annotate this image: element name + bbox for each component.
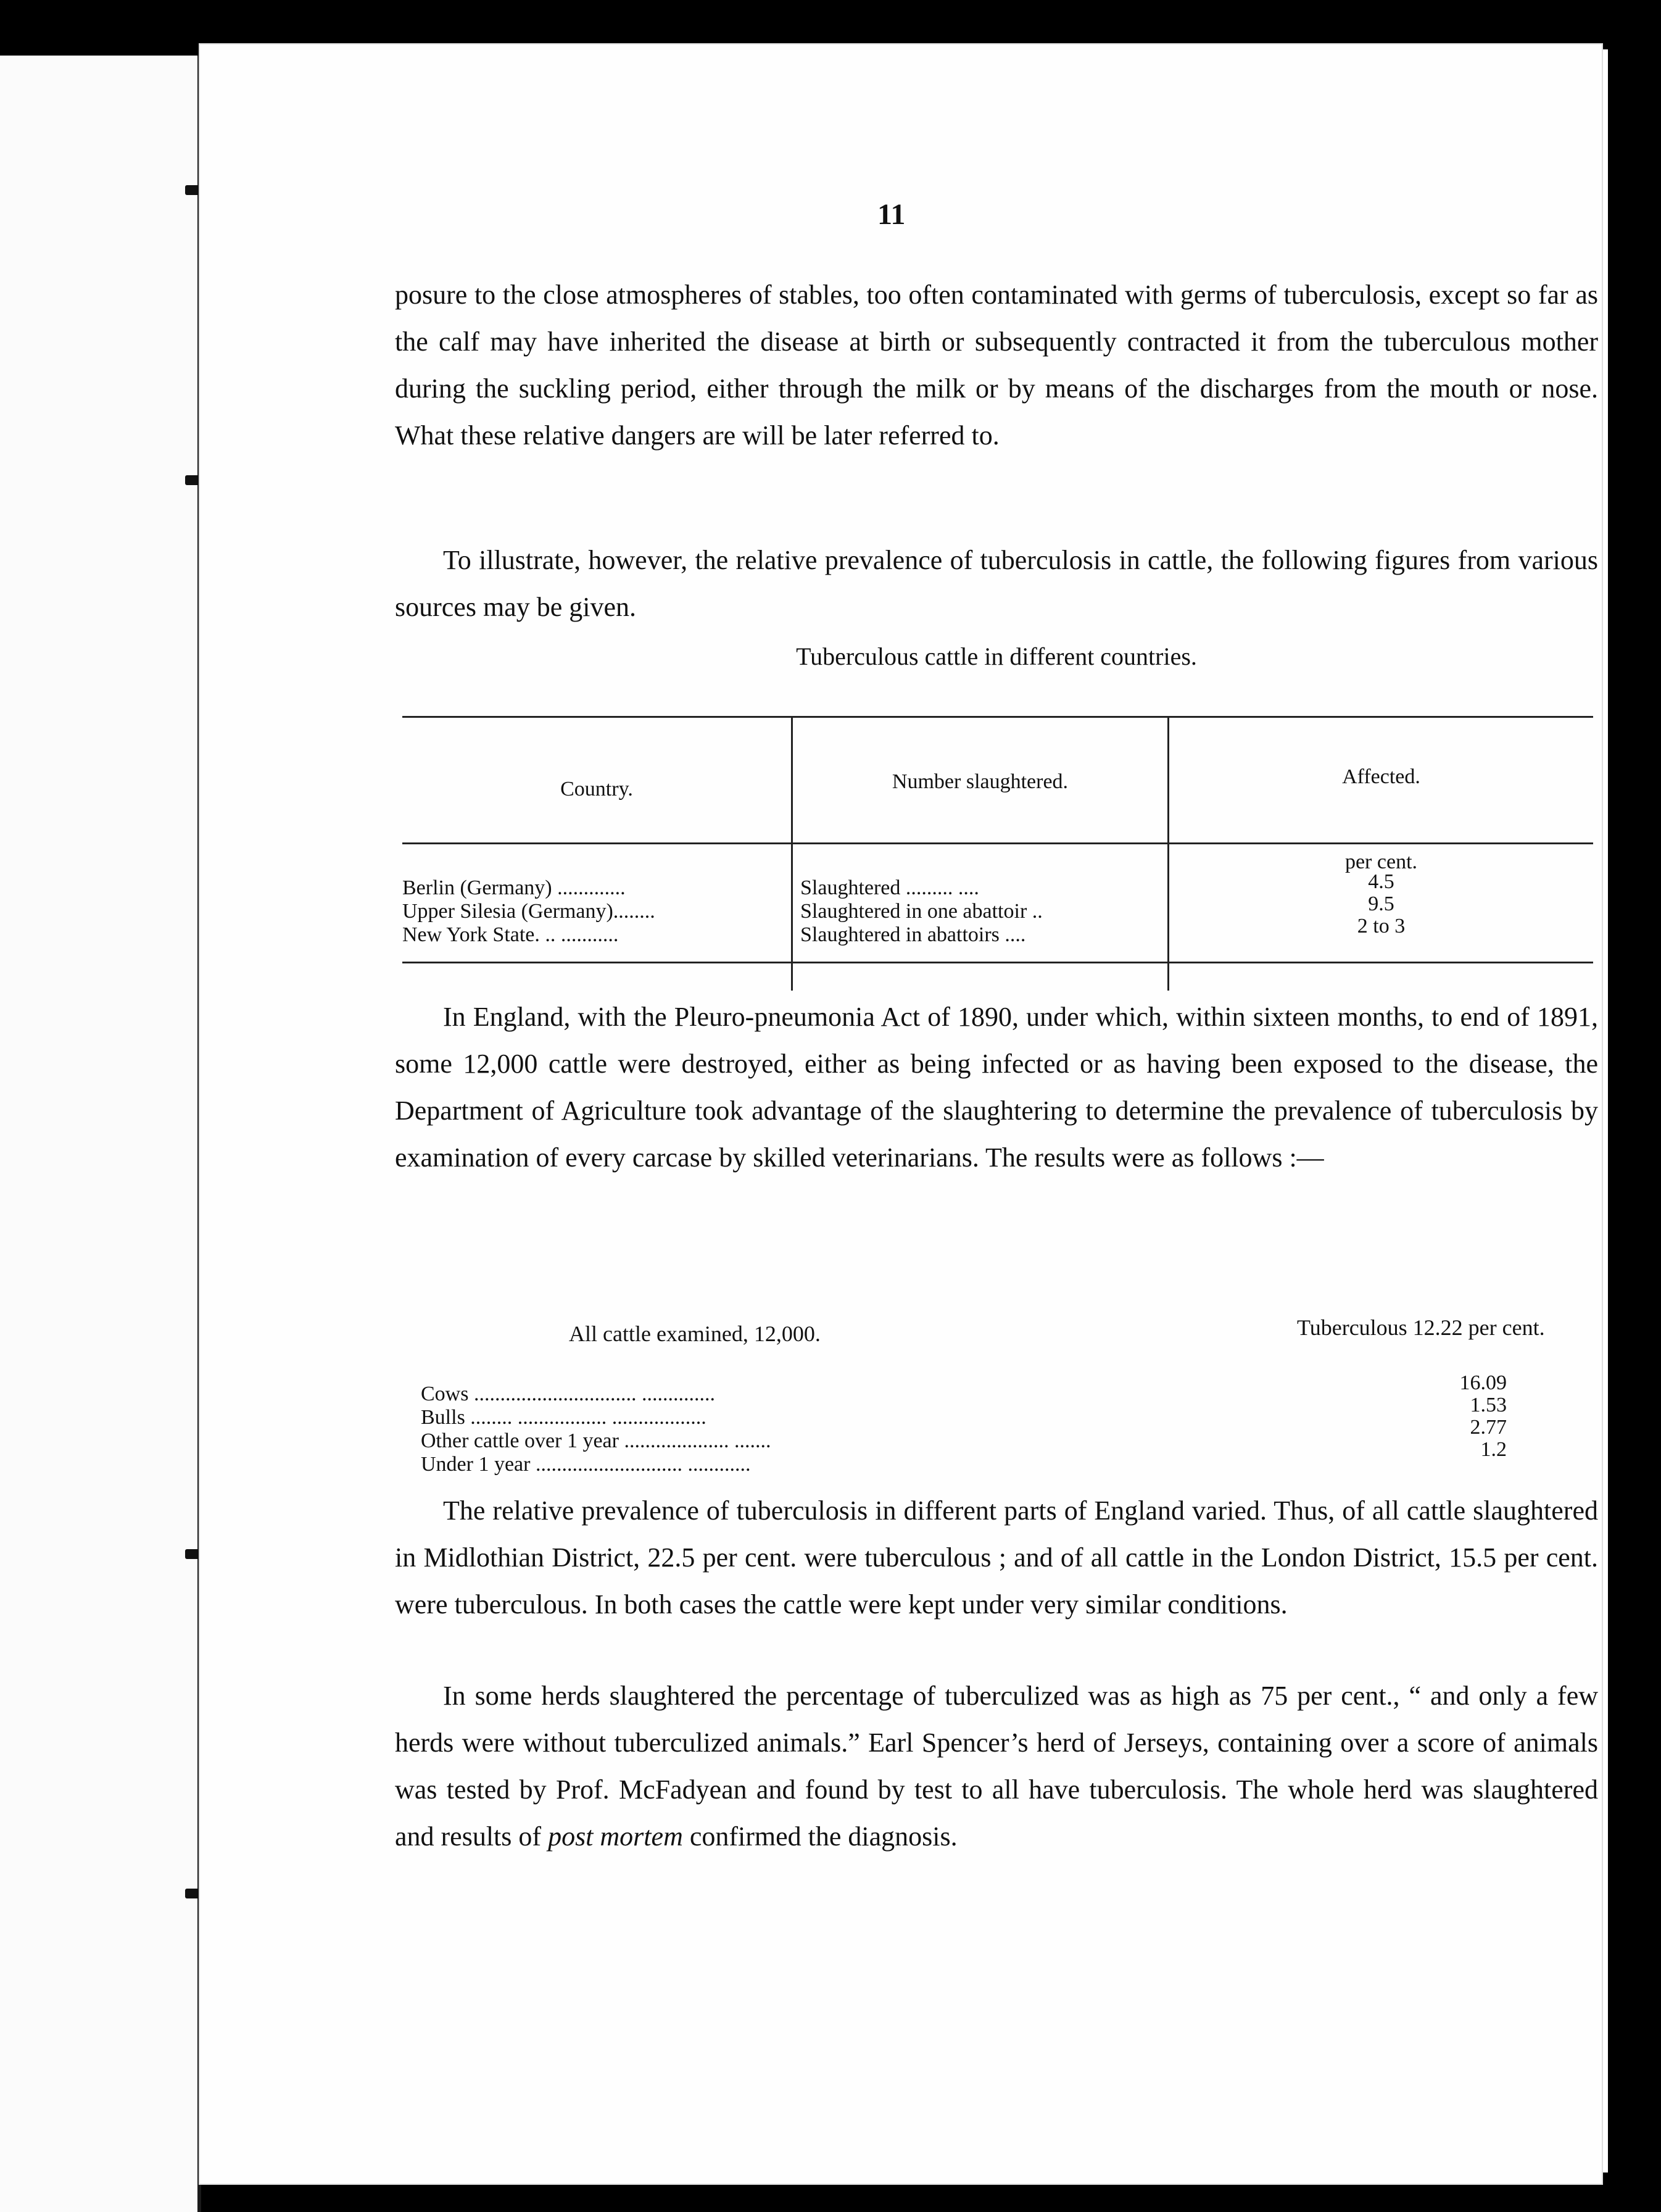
cattle-examined-table [421, 1315, 1593, 1494]
exam-row-label: Under 1 year ............................ ............ [421, 1453, 751, 1476]
table-cell-number: Slaughtered in abattoirs .... [800, 923, 1026, 946]
table-cell-affected: 2 to 3 [1357, 915, 1406, 938]
paragraph-2: To illustrate, however, the relative prevalence of tuberculosis in cattle, the following figures from various sources may be given. [395, 545, 1598, 622]
exam-row-label: Cows ............................... .............. [421, 1382, 715, 1405]
table-cell-number: Slaughtered in one abattoir .. [800, 900, 1043, 923]
paragraph-5-text-end: confirmed the diagnosis. [682, 1821, 958, 1852]
exam-row-label: Other cattle over 1 year .................... ....... [421, 1429, 771, 1452]
exam-right-header: Tuberculous 12.22 per cent. [1297, 1315, 1545, 1340]
paragraph-5-italic: post mortem [548, 1821, 683, 1852]
paragraph-5-text: In some herds slaughtered the percentage of tuberculized was as high as 75 per cent., “ and only a few herds were without tuberculized animals.” Earl Spencer’s herd of Jerseys, containing over a score of animals was tested by Prof. McFadyean and found by test to all have tuberculosis. The whole herd was slaughtered and results of [395, 1681, 1598, 1852]
header-number-slaughtered: Number slaughtered. [892, 770, 1069, 793]
header-affected: Affected. [1342, 765, 1420, 788]
exam-row-value: 1.2 [1480, 1438, 1507, 1461]
exam-row-label: Bulls ........ ................. .................. [421, 1406, 706, 1429]
paragraph-4: The relative prevalence of tuberculosis in different parts of England varied. Thus, of all cattle slaughtered in Midlothian District, 22.5 per cent. were tuberculous ; and of all cattle in the London District, 15.5 per cent. were tuberculous. In both cases the cattle were kept under very similar conditions. [395, 1495, 1598, 1620]
exam-row-value: 1.53 [1470, 1394, 1507, 1416]
table-cell-affected: 9.5 [1368, 892, 1394, 915]
page-number: 11 [877, 198, 906, 231]
facing-page-edge [0, 56, 201, 2212]
exam-row-value: 16.09 [1459, 1371, 1507, 1394]
table-cell-country: New York State. .. ........... [402, 923, 619, 946]
paragraph-5 [395, 1673, 1598, 1860]
exam-row-value: 2.77 [1470, 1416, 1507, 1439]
exam-left-header: All cattle examined, 12,000. [569, 1321, 821, 1346]
header-rule [402, 842, 1593, 844]
unit-label: per cent. [1344, 850, 1418, 873]
table-cell-country: Upper Silesia (Germany)........ [402, 900, 655, 923]
paragraph-3: In England, with the Pleuro-pneumonia Act of 1890, under which, within sixteen months, to end of 1891, some 12,000 cattle were destroyed, either as being infected or as having been exposed to the disease, the Department of Agriculture took advantage of the slaughtering to determine the prevalence of tuberculosis by examination of every carcase by skilled veterinarians. The results were as follows :— [395, 1002, 1598, 1173]
table-bottom-rule [402, 962, 1593, 963]
column-divider [791, 716, 793, 991]
header-country: Country. [560, 778, 633, 800]
table-caption: Tuberculous cattle in different countries. [796, 642, 1197, 670]
paragraph-1: posure to the close atmospheres of stables, too often contaminated with germs of tuberculosis, except so far as the calf may have inherited the disease at birth or subsequently contracted it from the tuberculous mother during the suckling period, either through the milk or by means of the discharges from the mouth or nose. What these relative dangers are will be later referred to. [395, 280, 1598, 451]
tuberculous-cattle-table [402, 691, 1593, 1012]
table-cell-affected: 4.5 [1368, 870, 1394, 893]
table-top-rule [402, 716, 1593, 718]
table-cell-number: Slaughtered ......... .... [800, 876, 979, 899]
page-right-edge [1603, 49, 1608, 2172]
table-cell-country: Berlin (Germany) ............. [402, 876, 626, 899]
document-page [199, 43, 1603, 2185]
